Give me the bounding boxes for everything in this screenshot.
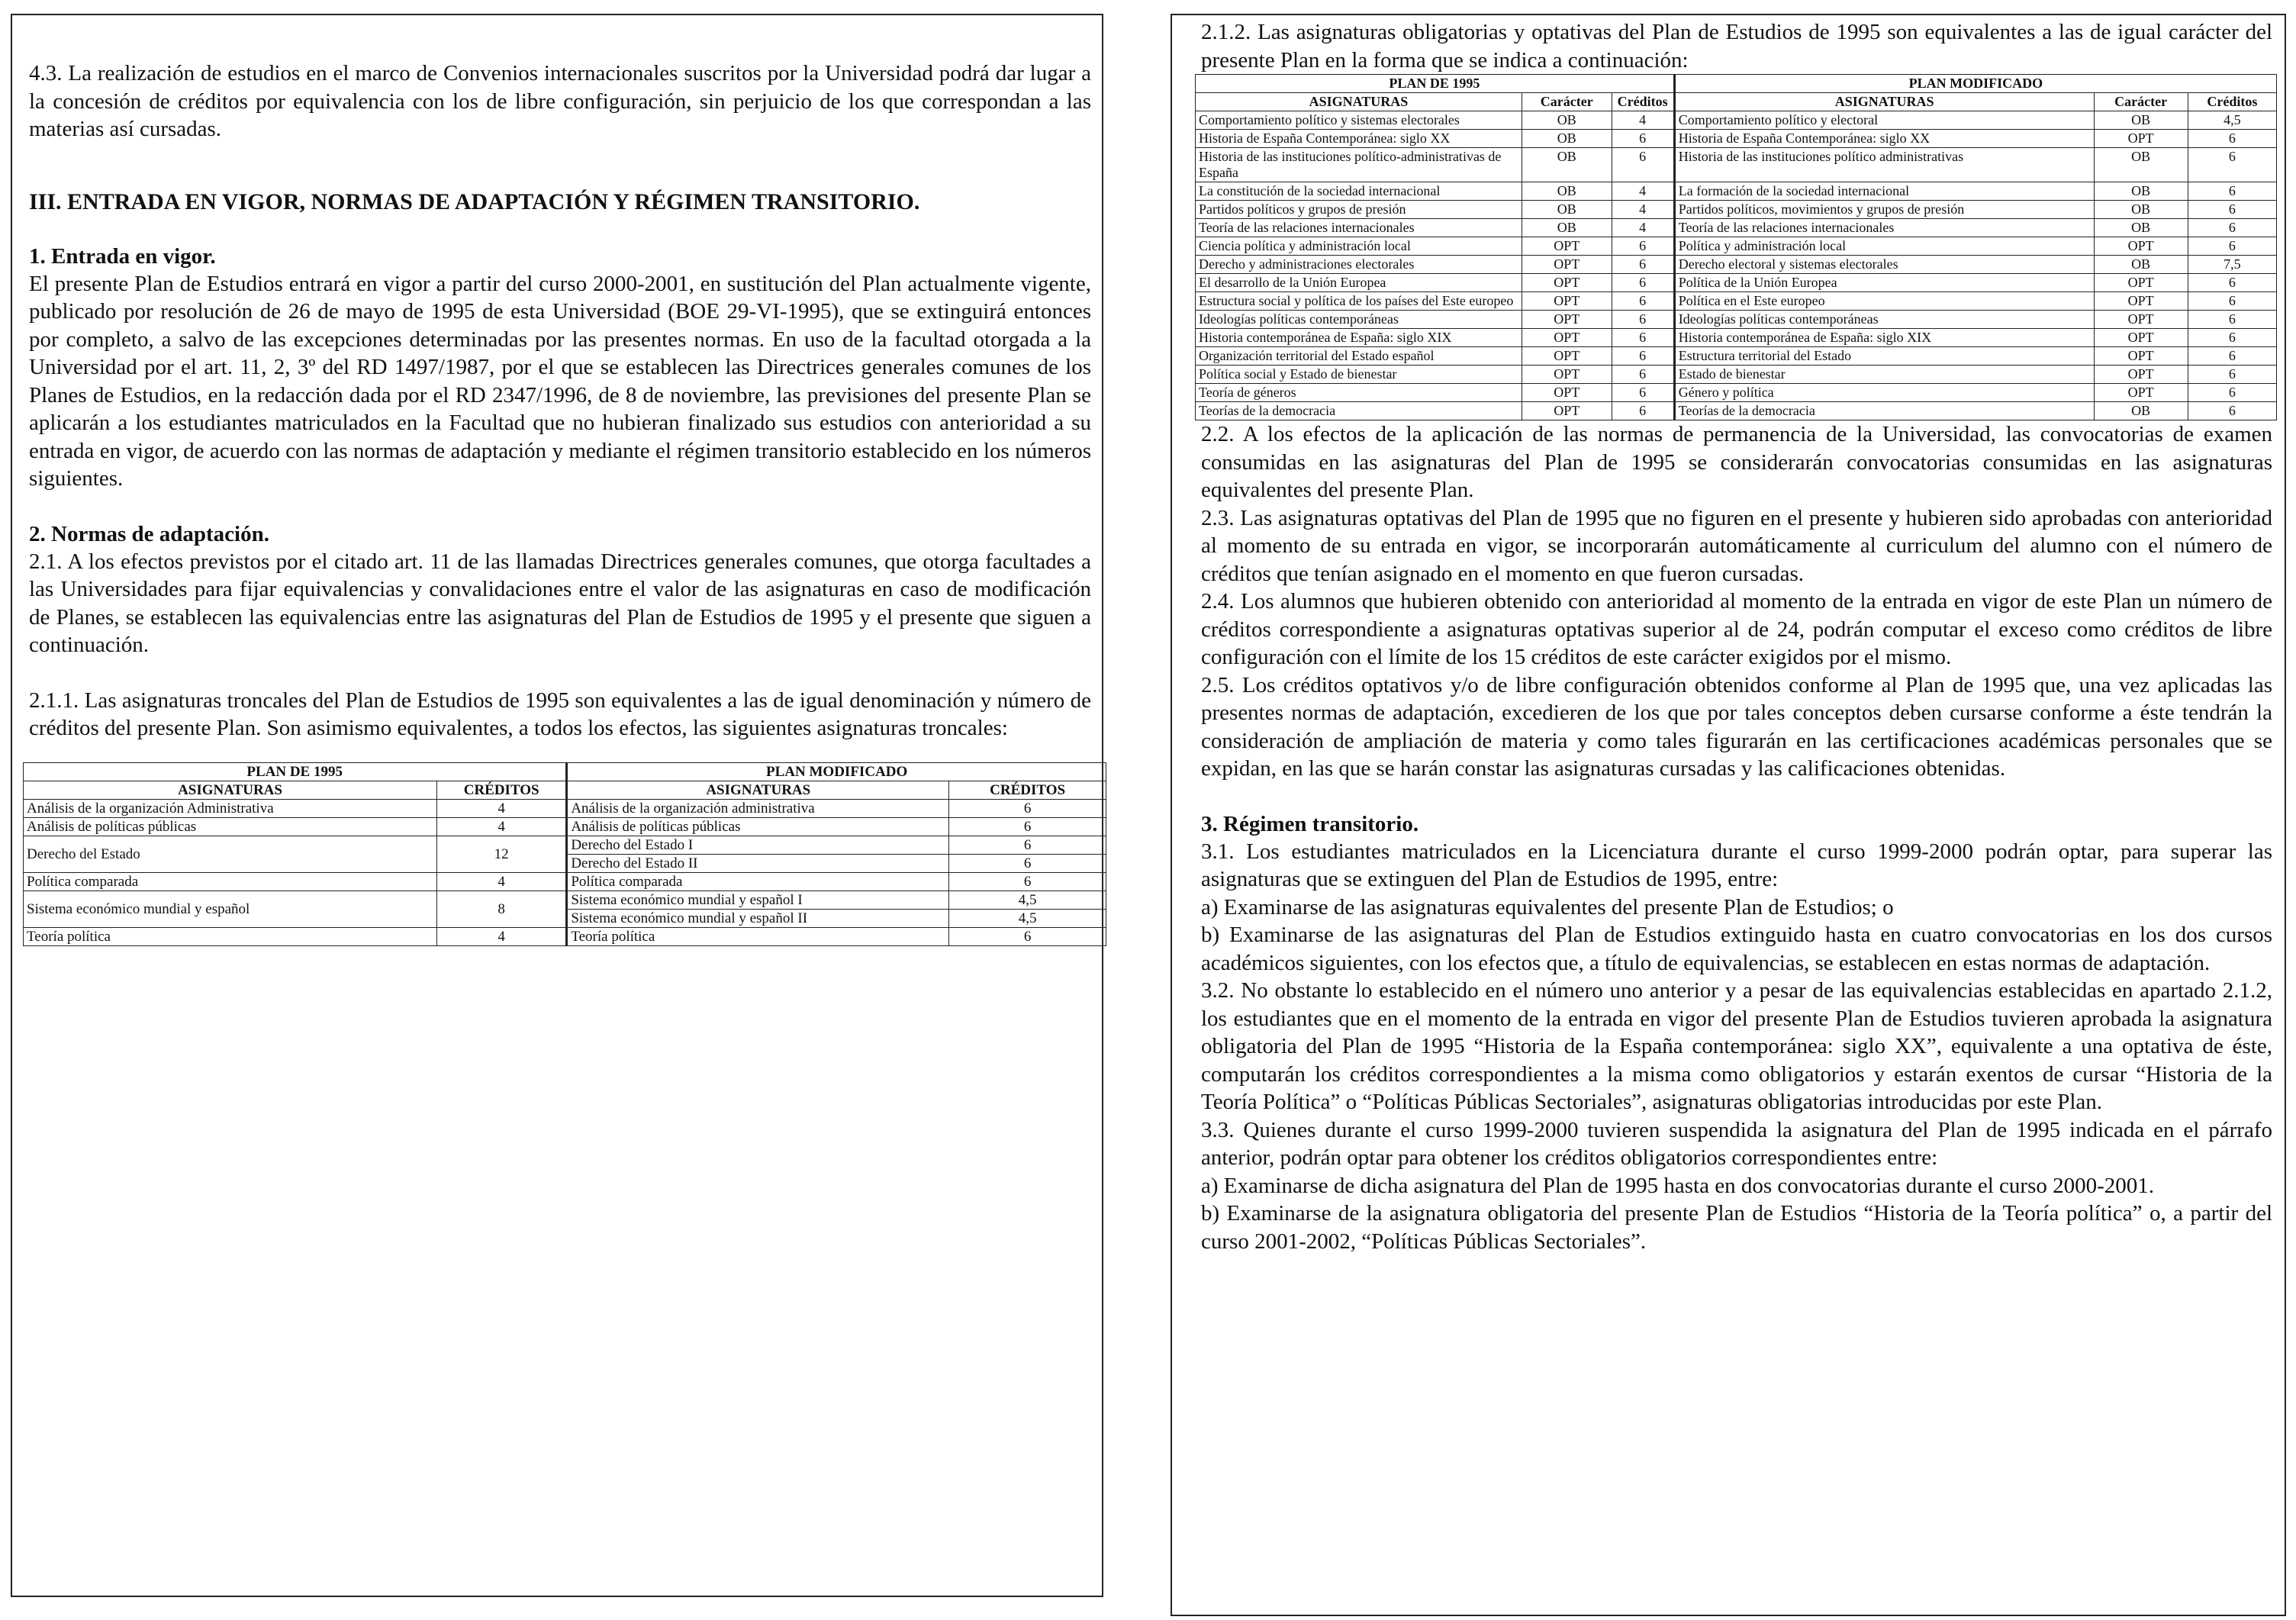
table-cell: Historia contemporánea de España: siglo XIX: [1674, 329, 2094, 347]
table-row: [1196, 384, 2277, 402]
plan-1995-header: PLAN DE 1995: [24, 762, 567, 781]
table-row: [1196, 402, 2277, 420]
table-cell: 4,5: [2188, 111, 2276, 130]
table-cell: 6: [949, 799, 1106, 817]
plan-modificado-header: PLAN MODIFICADO: [1674, 75, 2276, 93]
table-cell: Género y política: [1674, 384, 2094, 402]
table-cell: 6: [1612, 366, 1674, 384]
left-page: [11, 14, 1103, 1597]
table-cell: 6: [1612, 347, 1674, 366]
heading-normas-adaptacion: 2. Normas de adaptación.: [29, 521, 269, 546]
paragraph-3-1-a: a) Examinarse de las asignaturas equivalentes del presente Plan de Estudios; o: [1201, 894, 1894, 920]
table-cell: 6: [2188, 237, 2276, 256]
table-cell: Análisis de la organización administrativa: [567, 799, 949, 817]
table-cell: OB: [1522, 182, 1612, 201]
table-cell: Política en el Este europeo: [1674, 292, 2094, 311]
table-cell: Análisis de políticas públicas: [567, 817, 949, 836]
table-cell: Derecho y administraciones electorales: [1196, 256, 1522, 274]
table-row: [1196, 219, 2277, 237]
table-row: [1196, 366, 2277, 384]
table-row: [1196, 148, 2277, 182]
table-cell: Partidos políticos, movimientos y grupos de presión: [1674, 201, 2094, 219]
table-cell: OB: [2094, 182, 2188, 201]
table-cell: OPT: [2094, 130, 2188, 148]
table-cell: Comportamiento político y sistemas electorales: [1196, 111, 1522, 130]
table-cell: 6: [949, 927, 1106, 945]
section-title: III. ENTRADA EN VIGOR, NORMAS DE ADAPTACIÓN Y RÉGIMEN TRANSITORIO.: [29, 188, 920, 214]
table-cell: Estructura territorial del Estado: [1674, 347, 2094, 366]
paragraph-3-3: 3.3. Quienes durante el curso 1999-2000 tuvieren suspendida la asignatura del Plan de 1995 indicada en el párrafo anterior, podrán optar para obtener los créditos obligatorios correspondientes entre:: [1201, 1117, 2272, 1170]
heading-entrada-en-vigor: 1. Entrada en vigor.: [29, 243, 216, 269]
table-cell: 6: [1612, 130, 1674, 148]
table-cell: 6: [2188, 130, 2276, 148]
table-cell: Política comparada: [567, 872, 949, 891]
paragraph-3-1-b: b) Examinarse de las asignaturas del Plan de Estudios extinguido hasta en cuatro convocatorias en los dos cursos académicos siguientes, con los efectos que, a título de equivalencias, se establecen en estas normas de adaptación.: [1201, 923, 2272, 975]
table-cell: Sistema económico mundial y español: [24, 891, 437, 927]
table-cell: 4: [437, 927, 567, 945]
table-cell: Teoría política: [24, 927, 437, 945]
table-cell: OPT: [2094, 311, 2188, 329]
plan-1995-header: PLAN DE 1995: [1196, 75, 1675, 93]
table-cell: OB: [2094, 256, 2188, 274]
table-cell: 4: [1612, 111, 1674, 130]
table-cell: 8: [437, 891, 567, 927]
table-cell: 4,5: [949, 891, 1106, 909]
table-cell: 6: [1612, 311, 1674, 329]
table-cell: 6: [2188, 311, 2276, 329]
table-cell: Historia de España Contemporánea: siglo XX: [1196, 130, 1522, 148]
paragraph-2-1-1: 2.1.1. Las asignaturas troncales del Plan de Estudios de 1995 son equivalentes a las de igual denominación y número de créditos del presente Plan. Son asimismo equivalentes, a todos los efectos, las siguientes asignaturas troncales:: [29, 688, 1091, 740]
table-cell: 6: [1612, 237, 1674, 256]
table-cell: 6: [1612, 148, 1674, 182]
table-cell: 4: [437, 817, 567, 836]
table-cell: Teoría de las relaciones internacionales: [1196, 219, 1522, 237]
table-cell: 6: [2188, 201, 2276, 219]
table-cell: OPT: [2094, 329, 2188, 347]
table-cell: Derecho del Estado I: [567, 836, 949, 854]
table-cell: Estructura social y política de los países del Este europeo: [1196, 292, 1522, 311]
table-cell: Historia de España Contemporánea: siglo XX: [1674, 130, 2094, 148]
table-cell: Ciencia política y administración local: [1196, 237, 1522, 256]
table-cell: Derecho del Estado: [24, 836, 437, 872]
table-cell: Análisis de políticas públicas: [24, 817, 437, 836]
column-header: ASIGNATURAS: [567, 781, 949, 799]
table-row: [1196, 274, 2277, 292]
table-cell: OB: [2094, 111, 2188, 130]
table-cell: Organización territorial del Estado español: [1196, 347, 1522, 366]
paragraph-4-3: 4.3. La realización de estudios en el marco de Convenios internacionales suscritos por la Universidad podrá dar lugar a la concesión de créditos por equivalencia con los de libre configuración, sin perjuicio de los que correspondan a las materias así cursadas.: [29, 61, 1091, 141]
table-cell: 6: [2188, 274, 2276, 292]
table-cell: 6: [2188, 292, 2276, 311]
table-cell: OPT: [1522, 402, 1612, 420]
paragraph-1: El presente Plan de Estudios entrará en vigor a partir del curso 2000-2001, en sustitución del Plan actualmente vigente, publicado por resolución de 26 de mayo de 1995 de esta Universidad (BOE 29-VI-1995), que se extinguirá entonces por completo, a salvo de las excepciones determinadas por las presentes normas. En uso de la facultad otorgada a la Universidad por el art. 11, 2, 3º del RD 1497/1987, por el que se establecen las Directrices generales comunes de los Planes de Estudios, en la redacción dada por el RD 2347/1996, de 8 de noviembre, las previsiones del presente Plan se aplicarán a los estudiantes matriculados en la Facultad que no hubieran finalizado sus estudios con anterioridad a su entrada en vigor, de acuerdo con las normas de adaptación y mediante el régimen transitorio establecido en los números siguientes.: [29, 271, 1091, 491]
table-cell: 6: [949, 854, 1106, 872]
table-cell: OB: [1522, 148, 1612, 182]
table-cell: 6: [1612, 292, 1674, 311]
right-page: [1171, 14, 2286, 1616]
paragraph-2-1: 2.1. A los efectos previstos por el citado art. 11 de las llamadas Directrices generales comunes, que otorga facultades a las Universidades para fijar equivalencias y convalidaciones entre el valor de las asignaturas en caso de modificación de Planes, se establecen las equivalencias entre las asignaturas del Plan de Estudios de 1995 y el presente que siguen a continuación.: [29, 549, 1091, 657]
heading-regimen-transitorio: 3. Régimen transitorio.: [1201, 811, 1419, 836]
table-cell: Ideologías políticas contemporáneas: [1196, 311, 1522, 329]
table-cell: Estado de bienestar: [1674, 366, 2094, 384]
table-cell: 6: [2188, 148, 2276, 182]
table-cell: Política comparada: [24, 872, 437, 891]
table-cell: Ideologías políticas contemporáneas: [1674, 311, 2094, 329]
table-cell: Política social y Estado de bienestar: [1196, 366, 1522, 384]
table-cell: OB: [2094, 219, 2188, 237]
table-cell: OPT: [1522, 237, 1612, 256]
table-cell: OPT: [1522, 311, 1612, 329]
table-cell: 6: [1612, 274, 1674, 292]
table-cell: OPT: [1522, 256, 1612, 274]
table-cell: OB: [2094, 148, 2188, 182]
table-cell: Teoría política: [567, 927, 949, 945]
table-row: [1196, 256, 2277, 274]
paragraph-3-2: 3.2. No obstante lo establecido en el número uno anterior y a pesar de las equivalencias establecidas en apartado 2.1.2, los estudiantes que en el momento de la entrada en vigor del presente Plan de Estudios tuvieren aprobada la asignatura obligatoria del Plan de 1995 “Historia de la España contemporánea: siglo XX”, equivalente a una optativa de éste, computarán los créditos correspondientes a la misma como obligatorios y estarán exentos de cursar “Historia de la Teoría Política” o “Políticas Públicas Sectoriales”, asignaturas obligatorias introducidas por este Plan.: [1201, 978, 2272, 1114]
table-row: [1196, 347, 2277, 366]
table-cell: 6: [2188, 384, 2276, 402]
column-header: Carácter: [1522, 93, 1612, 111]
table-cell: 6: [949, 836, 1106, 854]
paragraph-3-1: 3.1. Los estudiantes matriculados en la Licenciatura durante el curso 1999-2000 podrán optar, para superar las asignaturas que se extinguen del Plan de Estudios de 1995, entre:: [1201, 839, 2272, 891]
table-cell: OB: [1522, 111, 1612, 130]
table-cell: Historia de las instituciones político-administrativas de España: [1196, 148, 1522, 182]
table-cell: Análisis de la organización Administrativa: [24, 799, 437, 817]
table-row: [24, 927, 1106, 945]
table-cell: 6: [1612, 329, 1674, 347]
table-row: [1196, 130, 2277, 148]
table-cell: 4: [437, 872, 567, 891]
table-cell: Historia contemporánea de España: siglo XIX: [1196, 329, 1522, 347]
table-row: [24, 891, 1106, 909]
table-cell: 6: [1612, 384, 1674, 402]
paragraph-2-3: 2.3. Las asignaturas optativas del Plan de 1995 que no figuren en el presente y hubieren sido aprobadas con anterioridad al momento de su entrada en vigor, se incorporarán automáticamente al curriculum del alumno con el número de créditos que tenían asignado en el momento en que fueron cursadas.: [1201, 505, 2272, 586]
table-cell: Derecho del Estado II: [567, 854, 949, 872]
table-cell: OPT: [1522, 384, 1612, 402]
table-cell: Sistema económico mundial y español II: [567, 909, 949, 927]
column-header: Carácter: [2094, 93, 2188, 111]
table-cell: OB: [2094, 201, 2188, 219]
table-cell: 6: [2188, 182, 2276, 201]
column-header: ASIGNATURAS: [24, 781, 437, 799]
table-cell: Teorías de la democracia: [1196, 402, 1522, 420]
table-row: [24, 836, 1106, 854]
column-header: CRÉDITOS: [437, 781, 567, 799]
table-cell: OB: [2094, 402, 2188, 420]
table-cell: OPT: [2094, 274, 2188, 292]
obligatorias-equivalence-table: [1195, 74, 2277, 420]
table-cell: OPT: [1522, 347, 1612, 366]
paragraph-2-5: 2.5. Los créditos optativos y/o de libre configuración obtenidos conforme al Plan de 1995 que, una vez aplicadas las presentes normas de adaptación, excedieren de los que por tales conceptos deben cursarse conforme a éste tendrán la consideración de ampliación de materia y como tales figurarán en las certificaciones académicas personales que se expidan, en las que se harán constar las asignaturas cursadas y las calificaciones obtenidas.: [1201, 672, 2272, 781]
table-row: [1196, 182, 2277, 201]
column-header: ASIGNATURAS: [1196, 93, 1522, 111]
table-cell: OB: [1522, 201, 1612, 219]
table-cell: 7,5: [2188, 256, 2276, 274]
table-cell: OPT: [1522, 329, 1612, 347]
column-header: Créditos: [2188, 93, 2276, 111]
table-cell: Partidos políticos y grupos de presión: [1196, 201, 1522, 219]
table-row: [24, 817, 1106, 836]
table-row: [1196, 237, 2277, 256]
column-header: ASIGNATURAS: [1674, 93, 2094, 111]
table-cell: Sistema económico mundial y español I: [567, 891, 949, 909]
table-cell: 6: [949, 817, 1106, 836]
table-row: [1196, 292, 2277, 311]
table-cell: 6: [1612, 402, 1674, 420]
table-cell: Derecho electoral y sistemas electorales: [1674, 256, 2094, 274]
table-cell: Teorías de la democracia: [1674, 402, 2094, 420]
table-cell: OPT: [2094, 366, 2188, 384]
table-cell: 6: [949, 872, 1106, 891]
column-header: CRÉDITOS: [949, 781, 1106, 799]
plan-modificado-header: PLAN MODIFICADO: [567, 762, 1106, 781]
table-cell: 4: [1612, 182, 1674, 201]
table-cell: 6: [1612, 256, 1674, 274]
table-cell: Teoría de géneros: [1196, 384, 1522, 402]
table-cell: El desarrollo de la Unión Europea: [1196, 274, 1522, 292]
table-cell: 6: [2188, 329, 2276, 347]
table-cell: 4,5: [949, 909, 1106, 927]
paragraph-3-3-b: b) Examinarse de la asignatura obligatoria del presente Plan de Estudios “Historia de la Teoría política” o, a partir del curso 2001-2002, “Políticas Públicas Sectoriales”.: [1201, 1201, 2272, 1254]
table-cell: La constitución de la sociedad internacional: [1196, 182, 1522, 201]
table-cell: Historia de las instituciones político administrativas: [1674, 148, 2094, 182]
table-cell: OB: [1522, 219, 1612, 237]
table-cell: 6: [2188, 366, 2276, 384]
table-cell: OPT: [1522, 292, 1612, 311]
table-row: [24, 872, 1106, 891]
table-cell: 6: [2188, 402, 2276, 420]
table-cell: OPT: [2094, 347, 2188, 366]
table-cell: 4: [1612, 201, 1674, 219]
paragraph-2-2: 2.2. A los efectos de la aplicación de las normas de permanencia de la Universidad, las convocatorias de examen consumidas en las asignaturas del Plan de 1995 se considerarán convocatorias consumidas en las asignaturas equivalentes del presente Plan.: [1201, 422, 2272, 502]
paragraph-3-3-a: a) Examinarse de dicha asignatura del Plan de 1995 hasta en dos convocatorias durante el curso 2000-2001.: [1201, 1173, 2155, 1198]
table-cell: Política de la Unión Europea: [1674, 274, 2094, 292]
table-row: [1196, 311, 2277, 329]
table-cell: 4: [437, 799, 567, 817]
paragraph-2-1-2: 2.1.2. Las asignaturas obligatorias y optativas del Plan de Estudios de 1995 son equivalentes a las de igual carácter del presente Plan en la forma que se indica a continuación:: [1201, 20, 2272, 72]
troncales-equivalence-table: [23, 762, 1106, 946]
table-cell: 12: [437, 836, 567, 872]
table-cell: Teoría de las relaciones internacionales: [1674, 219, 2094, 237]
table-cell: OPT: [2094, 384, 2188, 402]
paragraph-2-4: 2.4. Los alumnos que hubieren obtenido con anterioridad al momento de la entrada en vigor de este Plan un número de créditos correspondiente a asignaturas optativas superior al de 24, podrán computar el exceso como créditos de libre configuración con el límite de los 15 créditos de este carácter exigidos por el mismo.: [1201, 589, 2272, 669]
table-cell: Comportamiento político y electoral: [1674, 111, 2094, 130]
table-cell: OPT: [1522, 274, 1612, 292]
table-row: [1196, 111, 2277, 130]
table-row: [24, 799, 1106, 817]
table-row: [1196, 201, 2277, 219]
table-cell: 4: [1612, 219, 1674, 237]
table-cell: OPT: [2094, 292, 2188, 311]
table-row: [1196, 329, 2277, 347]
table-cell: OB: [1522, 130, 1612, 148]
table-cell: 6: [2188, 219, 2276, 237]
table-cell: OPT: [2094, 237, 2188, 256]
table-cell: 6: [2188, 347, 2276, 366]
table-cell: OPT: [1522, 366, 1612, 384]
table-cell: Política y administración local: [1674, 237, 2094, 256]
table-cell: La formación de la sociedad internacional: [1674, 182, 2094, 201]
column-header: Créditos: [1612, 93, 1674, 111]
